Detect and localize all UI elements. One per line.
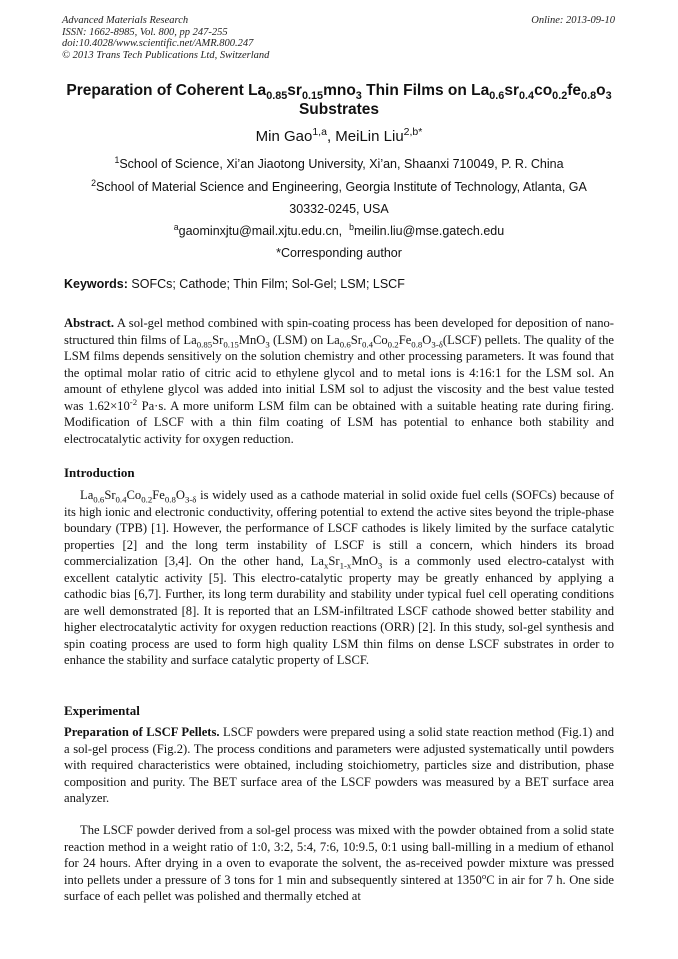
email-b[interactable]: meilin.liu@mse.gatech.edu	[353, 224, 505, 238]
experimental-paragraph-1: Preparation of LSCF Pellets. LSCF powders were prepared using a solid state reaction method (Fig.1) and a sol-gel process (Fig.2). The process conditions and parameters were adjusted systematically until powders with required characteristics were obtained, including stoichiometry, particles size and distribution, phase composition and purity. The BET surface area of the LSCF powders was measured by a BET surface area analyzer.	[64, 725, 614, 805]
journal-header	[62, 15, 269, 61]
keywords	[64, 277, 614, 292]
title-line-1: Preparation of Coherent $La_{0.85}sr_{0.15}mno_3$ Thin Films on $La_{0.6}sr_{0.4}co_{0.2}fe_{0.8}o_3$	[66, 82, 612, 103]
email-line: $^a$gaominxjtu@mail.xjtu.edu.cn, $^b$meilin.liu@mse.gatech.edu	[173, 221, 505, 238]
affiliation-2-cont: 30332-0245, USA	[289, 202, 389, 216]
affiliation-1: $^1$School of Science, Xi’an Jiaotong University, Xi’an, Shaanxi 710049, P. R. China	[114, 154, 564, 171]
experimental-heading: Experimental	[64, 703, 140, 718]
introduction-paragraph: $La_{0.6}Sr_{0.4}Co_{0.2}Fe_{0.8}O_{3-\delta}$ is widely used as a cathode material in solid oxide fuel cells (SOFCs) because of its high ionic and electronic conductivity, offering potential to extend the active sites beyond the triple-phase boundary (TPB) [1]. However, the performance of LSCF cathodes is likely limited by the surface catalytic properties [2] and the long term instability of LSCF is still a concern, which hinders its broad commercialization [3,4]. On the other hand, $La_xSr_{1-x}MnO_3$ is a commonly used electro-catalyst with excellent catalytic activity [5]. This electro-catalytic property may be greatly enhanced by applying a cathodic bias [6,7]. Further, its long term durability and stability under typical fuel cell operating conditions are well demonstrated [8]. It is reported that an LSM-infiltrated LSCF cathode showed better stability and higher electrocatalytic activity for oxygen reduction reactions (ORR) [2]. In this study, sol-gel synthesis and spin coating process are used to form high quality LSM thin films on dense LSCF substrates in order to enhance the stability and surface catalytic property of LSCF.	[64, 488, 614, 667]
doi-line: doi:10.4028/www.scientific.net/AMR.800.247	[62, 38, 254, 49]
abstract: Abstract. A sol-gel method combined with spin-coating process has been developed for deposition of nano-structured thin films of $La_{0.85}Sr_{0.15}MnO_3$ (LSM) on $La_{0.6}Sr_{0.4}Co_{0.2}Fe_{0.8}O_{3-\delta}(LSCF)$ pellets. The quality of the LSM films depends sensitively on the solution chemistry and other processing parameters. It was found that the optimal molar ratio of citric acid to ethylene glycol and to metal ions is 4:16:1 for the LSM sol. An amount of ethylene glycol was added into initial LSM sol to adjust the viscosity and the best value tested was $1.62\times 10^{-2}$ Pa·s. A more uniform LSM film can be obtained with a suitable heating rate during firing. Modification of LSCF with a thin film coating of LSM has potential to enhance both stability and electrocatalytic activity for oxygen reduction.	[64, 316, 614, 446]
copyright-line: © 2013 Trans Tech Publications Ltd, Switzerland	[62, 49, 270, 61]
author-1-affil: 1,a	[312, 126, 327, 138]
issn-line: ISSN: 1662-8985, Vol. 800, pp 247-255	[62, 26, 228, 38]
title-line-2: Substrates	[298, 101, 380, 118]
paper-title	[40, 81, 638, 119]
affiliation-2: $^2$School of Material Science and Engineering, Georgia Institute of Technology, Atlanta, GA	[91, 177, 587, 194]
keywords-label: Keywords:	[64, 277, 128, 291]
experimental-paragraph-2: The LSCF powder derived from a sol-gel process was mixed with the powder obtained from a solid state reaction method in a weight ratio of 1:0, 3:2, 5:4, 7:6, 10:9.5, 0:1 using ball-milling in a medium of ethanol for 24 hours. After drying in a oven to evaporate the solvent, the as-received powder mixture was pressed into pellets under a pressure of 3 tons for 1 min and subsequently sintered at 1350$^o$C in air for 7 h. One side surface of each pellet was polished and thermally etched at	[64, 823, 614, 903]
author-1: Min Gao	[255, 128, 313, 145]
online-date: Online: 2013-09-10	[531, 15, 615, 26]
author-list: Min Gao$^{1,a}$, MeiLin Liu$^{2,b*}$	[255, 126, 423, 145]
journal-name: Advanced Materials Research	[62, 15, 189, 26]
corresponding-author-note: *Corresponding author	[276, 246, 402, 260]
abstract-label: Abstract.	[64, 316, 115, 330]
introduction-heading: Introduction	[64, 465, 135, 480]
author-2: MeiLin Liu	[335, 128, 404, 145]
keywords-text: SOFCs; Cathode; Thin Film; Sol-Gel; LSM; LSCF	[127, 277, 405, 291]
author-2-affil: 2,b*	[403, 126, 423, 138]
email-a[interactable]: gaominxjtu@mail.xjtu.edu.cn,	[178, 224, 343, 238]
lscf-pellets-subheading: Preparation of LSCF Pellets.	[64, 725, 220, 739]
